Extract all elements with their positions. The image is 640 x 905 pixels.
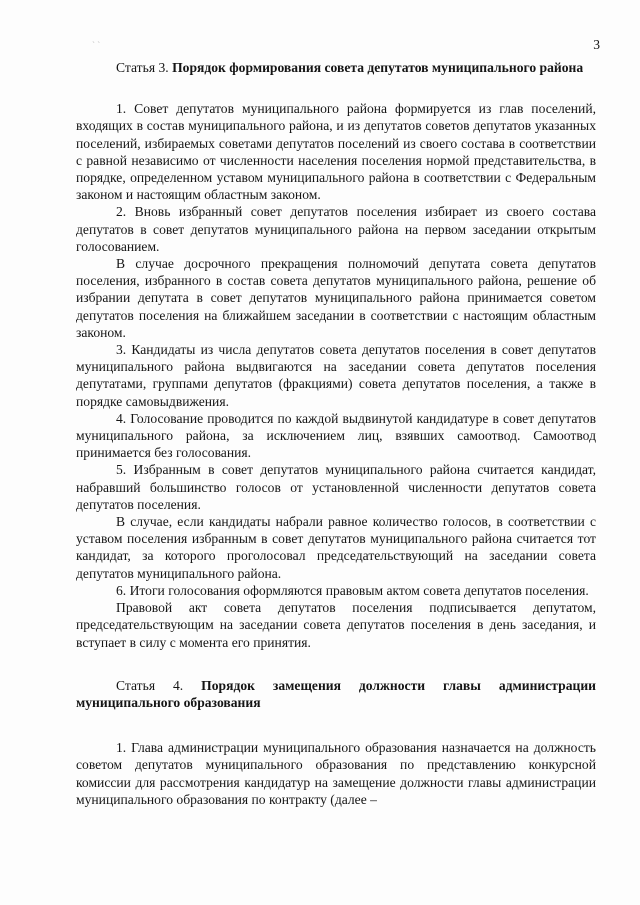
article-3-prefix: Статья 3.: [116, 60, 169, 75]
article-3-paragraph: 4. Голосование проводится по каждой выдвинутой кандидатуре в совет депутатов муниципального района, за исключением лиц, взявших самоотвод. Самоотвод принимается без голосования.: [76, 410, 596, 461]
article-3-paragraph: В случае, если кандидаты набрали равное количество голосов, в соответствии с уставом поселения избранным в совет депутатов муниципального района считается тот кандидат, за которого проголосовал председательствующий на заседании совета депутатов муниципального района.: [76, 514, 596, 581]
spacer: [76, 76, 596, 100]
spacer: [76, 651, 596, 677]
scan-speck: ˏ ˎ: [92, 33, 101, 43]
article-3-paragraph: 3. Кандидаты из числа депутатов совета депутатов поселения в совет депутатов муниципального района выдвигаются на заседании совета депутатов поселения депутатами, группами депутатов (фракциями) совета депутатов поселения, а также в порядке самовыдвижения.: [76, 342, 596, 409]
article-4-prefix: Статья 4.: [116, 677, 184, 693]
article-3-paragraph: 5. Избранным в совет депутатов муниципального района считается кандидат, набравший большинство голосов от установленной численности депутатов совета депутатов поселения.: [76, 462, 596, 512]
article-3-paragraph: Правовой акт совета депутатов поселения подписывается депутатом, председательствующим на заседании совета депутатов поселения в день заседания, и вступает в силу с момента его принятия.: [76, 600, 596, 650]
article-3-title: Порядок формирования совета депутатов муниципального района: [172, 60, 584, 75]
document-body: [76, 59, 596, 808]
article-3-paragraph: 1. Совет депутатов муниципального района формируется из глав поселений, входящих в состав муниципального района, и из депутатов советов депутатов указанных поселений, избираемых советами депутатов поселений из своего состава в соответствии с равной независимо от численности населения поселения нормой представительства, в порядке, определенном уставом муниципального района в соответствии с Федеральным законом и настоящим областным законом.: [76, 101, 596, 203]
article-4-paragraph: 1. Глава администрации муниципального образования назначается на должность советом депутатов муниципального образования по представлению конкурсной комиссии для рассмотрения кандидатур на замещение должности главы администрации муниципального образования по контракту (далее –: [76, 740, 596, 807]
spacer: [76, 711, 596, 739]
article-4-heading: [76, 677, 596, 711]
article-3-paragraph: В случае досрочного прекращения полномочий депутата совета депутатов поселения, избранного в состав совета депутатов муниципального района, решение об избрании депутата в совет депутатов муниципального района принимается советом депутатов поселения на ближайшем заседании в соответствии с настоящим областным законом.: [76, 256, 596, 340]
article-4-title: Порядок замещения должности главы администрации муниципального образования: [76, 677, 596, 710]
article-3-paragraph: 2. Вновь избранный совет депутатов поселения избирает из своего состава депутатов в совет депутатов муниципального района на первом заседании открытым голосованием.: [76, 204, 596, 254]
article-3-heading: [76, 59, 596, 76]
article-3-paragraph: 6. Итоги голосования оформляются правовым актом совета депутатов поселения.: [116, 582, 589, 598]
page-number: 3: [593, 37, 600, 52]
